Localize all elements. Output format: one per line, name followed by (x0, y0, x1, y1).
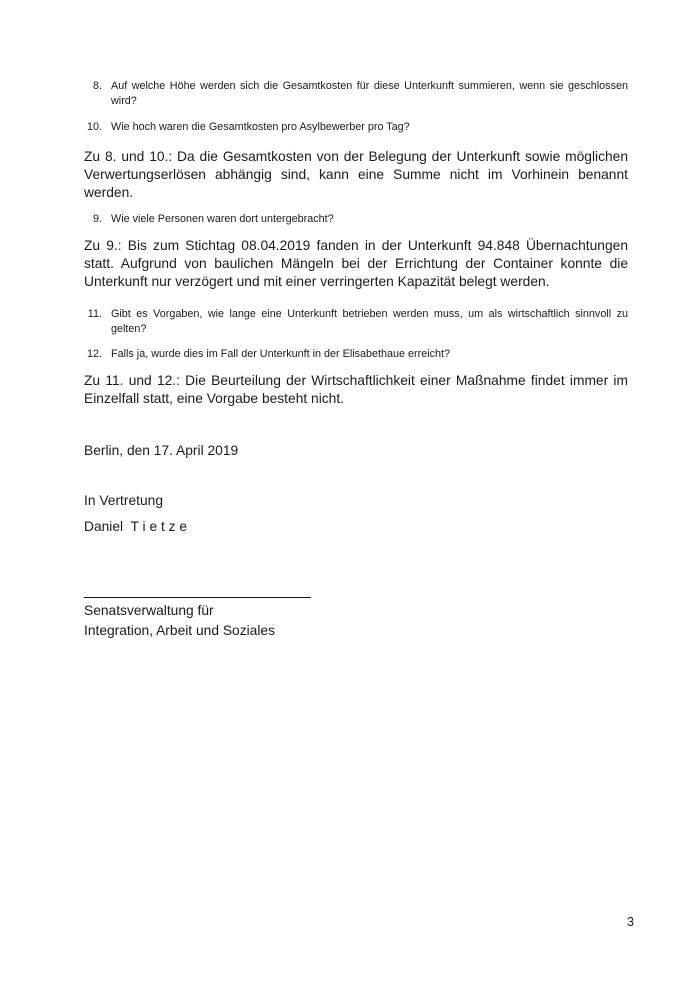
question-text: Wie hoch waren die Gesamtkosten pro Asylbewerber pro Tag? (111, 121, 410, 133)
answer-paragraph-11-12: Zu 11. und 12.: Die Beurteilung der Wirtschaftlichkeit einer Maßnahme findet immer im Einzelfall statt, eine Vorgabe besteht nicht. (84, 373, 628, 406)
answer-paragraph-9: Zu 9.: Bis zum Stichtag 08.04.2019 fanden in der Unterkunft 94.848 Übernachtungen statt. Aufgrund von baulichen Mängeln bei der Errichtung der Container konnte die Unterkunft nur verzögert und mit einer verringerten Kapazität belegt werden. (84, 238, 628, 289)
question-number: 9. (92, 213, 102, 225)
page-number: 3 (627, 915, 634, 929)
question-number: 11. (87, 308, 102, 320)
question-item-10 (84, 120, 628, 135)
answer-paragraph-8-10: Zu 8. und 10.: Da die Gesamtkosten von der Belegung der Unterkunft sowie möglichen Verwertungserlösen abhängig sind, kann eine Summe nicht im Vorhinein benannt werden. (84, 149, 628, 200)
question-text: Auf welche Höhe werden sich die Gesamtkosten für diese Unterkunft summieren, wenn sie geschlossen wird? (111, 80, 628, 107)
signer-name: Daniel T i e t z e (84, 519, 188, 534)
question-text: Gibt es Vorgaben, wie lange eine Unterkunft betrieben werden muss, um als wirtschaftlich sinnvoll zu gelten? (111, 308, 628, 335)
question-text: Falls ja, wurde dies im Fall der Unterkunft in der Elisabethaue erreicht? (111, 348, 451, 360)
org-name-line-1: Senatsverwaltung für (84, 603, 214, 618)
question-number: 10. (86, 121, 102, 133)
question-text: Wie viele Personen waren dort untergebracht? (111, 213, 334, 225)
place-date-line: Berlin, den 17. April 2019 (84, 443, 239, 458)
org-name-line-2: Integration, Arbeit und Soziales (84, 623, 275, 638)
question-number: 12. (86, 348, 102, 360)
question-number: 8. (92, 80, 102, 92)
question-item-11 (84, 307, 628, 337)
question-item-9 (84, 212, 628, 227)
signature-line (84, 597, 311, 598)
question-item-8 (84, 79, 628, 109)
in-representation-line: In Vertretung (84, 493, 164, 508)
document-content (84, 0, 628, 641)
question-item-12 (84, 347, 628, 362)
